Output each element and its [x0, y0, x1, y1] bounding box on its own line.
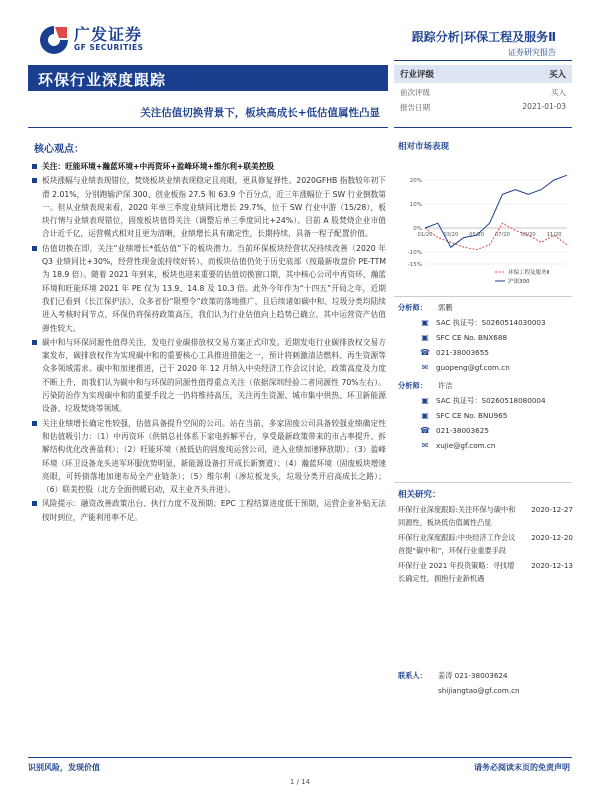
bullet-performance: 板块涨幅与业绩表现错位，焚烧板块业绩表现稳定且亮眼，更具修复弹性。2020GFHB 指数较年初下滑 2.01%，分别跑输沪深 300、创业板指 27.5 和 63.9 个百分点，近三年涨幅位于 SW 行业倒数第一。但从业绩表现来看，2020 年单三季度业绩同比增长 29.7%，位于 SW 行业中游（15/28），板块行情与业绩表现错位，固废板块值得关注（调整后单三季度同比+24%）。目前 A 股焚烧企业市值合计近千亿，运营模式相对且更为清晰，业绩增长具有确定性，长期持续，具备一程子配置价值。: [30, 174, 386, 240]
chart-divider: [394, 296, 572, 297]
research-item[interactable]: [398, 503, 573, 529]
contact-block: [398, 668, 573, 698]
analyst-phone: 021-38003625: [436, 426, 489, 435]
rating-divider: [394, 127, 572, 128]
chart-svg: [395, 160, 575, 288]
analyst-name-row: [398, 378, 578, 393]
analyst-name: 许洁: [438, 380, 453, 390]
bullet-carbon-neutral: 碳中和与环保同源性值得关注，发电行业碳排放权交易方案正式印发。近期发电行业碳排放权交易方案发布，碳排放权作为实现碳中和的重要核心工具推进措施之一，预计将刺激清洁燃料、再生资源等众多领域需求。碳中和加速推进，已于 2020 年 12 月纳入中央经济工作会议讨论，政策高度及力度不断上升，而我们认为碳中和与环保的同源性值得重点关注（依据深圳经验二者同源性 70%左右）。污染防治作为实现碳中和的重要手段之一仍将维持高压，关注再生资源、城市集中供热、环卫新能源设备、垃圾焚烧等领域。: [30, 336, 386, 416]
rating-value: 买入: [548, 70, 566, 80]
analyst-phone: 021-38003655: [436, 348, 489, 357]
research-item-title: 环保行业深度跟踪:关注环保与碳中和同源性，板块低估值属性凸显: [398, 505, 516, 527]
analyst-sac: SAC 执证号：S0260518080004: [436, 395, 546, 405]
analyst-sac: SAC 执证号：S0260514030003: [436, 317, 546, 327]
email-icon: ✉: [421, 441, 429, 450]
analyst-phone-row: [398, 345, 578, 360]
bullet-risk: 风险提示：融资改善政策出台、执行力度不及预期；EPC 工程结算进度低于预期，运营企业补贴无法按时到位，产能利用率不足。: [30, 497, 386, 524]
research-divider: [394, 482, 572, 483]
analyst-email[interactable]: xujie@gf.com.cn: [436, 441, 496, 450]
x-tick-label: 07/20: [494, 232, 510, 238]
x-tick-label: 01/20: [417, 232, 433, 238]
chart-title: 相对市场表现: [398, 142, 450, 152]
rating-header: [394, 65, 572, 83]
phone-icon: ☎: [420, 348, 430, 357]
bullet-valuation: 估值切换在即，关注“业绩增长*低估值”下的板块潜力。当前环保板块经营状况持续改善（2020 年 Q3 业绩同比+30%，经营性现金流持续好转），而板块估值仍处于历史底部（按最新收盘价 PE-TTM 为 18.9 倍）。随着 2021 年到来，板块也迎来重要的估值切换窗口期，其中核心公司中再资环、瀚蓝环境和旺能环境 2021 年 PE 仅为 13.9、14.8 及 10.3 倍。此外今年作为“十四五”开局之年，近期我们已看到《长江保护法》、众多省份“限塑令”政策的落地推广，且后续诸如碳中和、垃圾分类均陆续进入考核时间节点，环保仍将保持政策高压，我们认为行业估值向上趋势已确立，其中运营资产估值弹性较大。: [30, 242, 386, 335]
research-item-title: 环保行业 2021 年投资策略：寻找增长确定性，拥抱行业新机遇: [398, 561, 515, 583]
title-banner: [28, 65, 388, 91]
phone-icon: ☎: [420, 426, 430, 435]
analyst-sac-row: [398, 315, 578, 330]
x-tick-label: 09/20: [520, 232, 536, 238]
analyst-sfc: SFC CE No. BNX688: [436, 333, 508, 342]
contact-email-row: [398, 683, 573, 698]
research-item-title: 环保行业深度跟踪:中央经济工作会议首提“碳中和”，环保行业重要手段: [398, 533, 516, 555]
analyst-name: 郭鹏: [438, 302, 453, 312]
footer-disclaimer: 请务必阅读末页的免责声明: [474, 763, 570, 772]
header-divider: [394, 60, 572, 61]
legend-label-1: 环保工程及服务Ⅱ: [508, 270, 550, 276]
analyst-phone-row: [398, 423, 578, 438]
x-tick-label: 11/20: [546, 232, 562, 238]
analyst-email-row: [398, 438, 578, 453]
analyst-email-row: [398, 360, 578, 375]
contact-label: 联系人：: [398, 670, 427, 680]
research-item[interactable]: [398, 559, 573, 585]
analyst-sac-row: [398, 393, 578, 408]
research-item-date: 2020-12-27: [531, 505, 573, 514]
logo-text-cn: 广发证券: [74, 25, 143, 44]
relative-performance-chart: [395, 160, 575, 288]
bullet-focus: 关注：旺能环境+瀚蓝环境+中再资环+盈峰环境+维尔利+联美控股: [30, 160, 386, 173]
report-subtitle: 关注估值切换背景下，板块高成长+低估值属性凸显: [140, 107, 380, 119]
email-icon: ✉: [421, 363, 429, 372]
report-category: 跟踪分析|环保工程及服务Ⅱ: [411, 30, 556, 44]
analyst-name-row: [398, 300, 578, 315]
related-research-title: 相关研究：: [398, 490, 441, 500]
footer-divider: [28, 757, 572, 758]
related-research-list: [398, 503, 573, 587]
legend-label-2: 沪深300: [508, 279, 530, 285]
analyst-email[interactable]: guopeng@gf.com.cn: [436, 363, 510, 372]
core-views-title: 核心观点：: [34, 144, 84, 155]
analyst-block-2: [398, 378, 578, 453]
rating-box: [394, 65, 572, 113]
footer-slogan: 识别风险，发现价值: [28, 763, 100, 772]
report-date-row: [394, 98, 572, 113]
x-tick-label: 03/20: [443, 232, 459, 238]
prev-rating-label: 前次评级: [400, 88, 430, 97]
report-date-value: 2021-01-03: [522, 102, 566, 111]
y-tick-label: -15%: [407, 262, 422, 268]
id-card-icon: ▣: [421, 333, 429, 342]
research-item[interactable]: [398, 531, 573, 557]
id-card-icon: ▣: [421, 411, 429, 420]
bullet-companies: 关注业绩增长确定性较强，估值具备提升空间的公司。站在当前，多家固废公司具备较强业绩确定性和估值吸引力：（1）中再资环（供销总社体系下家电拆解平台，享受最新政策带来的市占率提升、拆解结构优化改善盈利）；（2）旺能环境（被低估的固废纯运营公司，进入业绩加速释放期）；（3）盈峰环境（环卫设备龙头进军环服优势明显，新能源设备打开成长新赛道）；（4）瀚蓝环境（固废板块增速亮眼，可转债落地加速布局全产业链条）；（5）维尔利（渗垃板龙头，垃圾分类开启高成长之路）；（6）联美控股（北方全面供暖启动，双主业齐头并进）。: [30, 417, 386, 497]
core-views-list: [30, 160, 386, 525]
research-item-date: 2020-12-13: [531, 561, 573, 570]
subtitle-divider: [28, 127, 388, 128]
logo-text-en: GF SECURITIES: [74, 43, 144, 52]
company-logo: [38, 22, 178, 58]
contact-name-row: [398, 668, 573, 683]
id-card-icon: ▣: [421, 318, 429, 327]
prev-rating-row: [394, 83, 572, 98]
contact-name-phone: 姜涛 021-38003624: [438, 670, 508, 680]
y-tick-label: -10%: [407, 250, 422, 256]
research-item-date: 2020-12-20: [531, 533, 573, 542]
rating-label: 行业评级: [400, 70, 435, 80]
analyst-sfc-row: [398, 330, 578, 345]
analyst-sfc: SFC CE No. BNU965: [436, 411, 508, 420]
y-tick-label: 10%: [409, 202, 422, 208]
report-type: 证券研究报告: [508, 48, 556, 57]
x-tick-label: 05/20: [469, 232, 485, 238]
prev-rating-value: 买入: [551, 88, 566, 97]
y-tick-label: 0%: [413, 226, 422, 232]
page-number: 1 / 14: [289, 778, 311, 786]
id-card-icon: ▣: [421, 396, 429, 405]
report-title: 环保行业深度跟踪: [38, 71, 167, 89]
analyst-label: 分析师：: [398, 380, 427, 390]
analyst-block-1: [398, 300, 578, 375]
contact-email[interactable]: shijiangtao@gf.com.cn: [438, 686, 520, 695]
analyst-sfc-row: [398, 408, 578, 423]
report-date-label: 报告日期: [400, 103, 430, 112]
y-tick-label: 20%: [409, 178, 422, 184]
analyst-label: 分析师：: [398, 302, 427, 312]
logo-mark-icon: [38, 24, 70, 56]
